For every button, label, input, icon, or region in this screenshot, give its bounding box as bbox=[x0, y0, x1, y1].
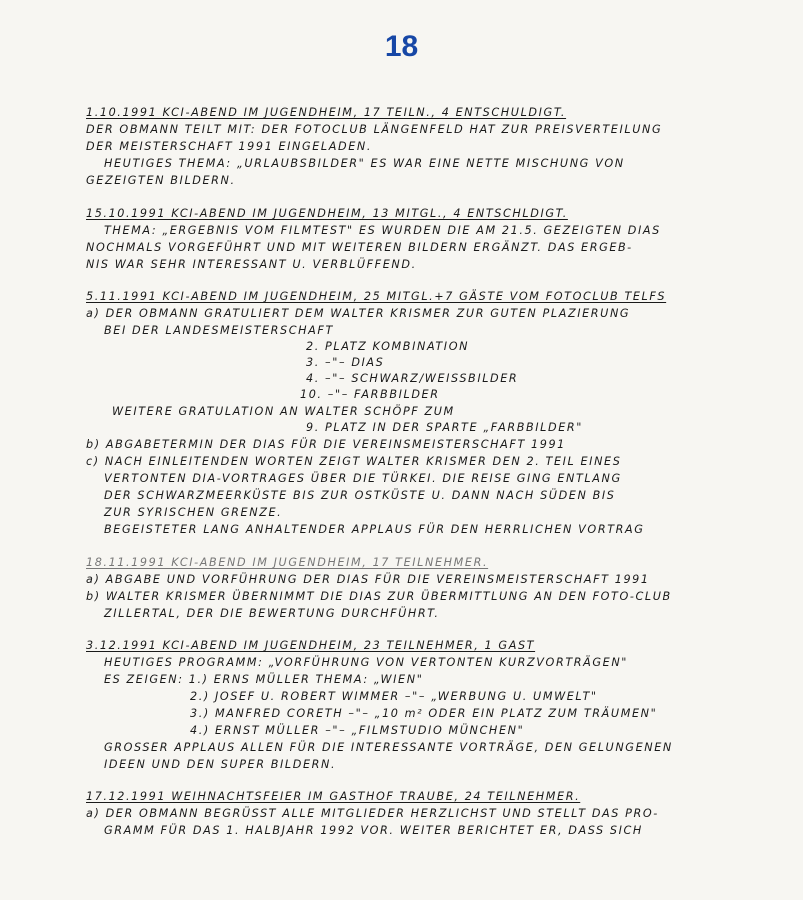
entry-header: 18.11.1991 KCI-ABEND IM JUGENDHEIM, 17 TEILNEHMER. bbox=[86, 556, 489, 569]
entry-line: a) ABGABE UND VORFÜHRUNG DER DIAS FÜR DIE VEREINSMEISTERSCHAFT 1991 bbox=[86, 573, 650, 586]
entry-line: NOCHMALS VORGEFÜHRT UND MIT WEITEREN BILDERN ERGÄNZT. DAS ERGEB- bbox=[86, 241, 633, 254]
entry-line: DER SCHWARZMEERKÜSTE BIS ZUR OSTKÜSTE U. DANN NACH SÜDEN BIS bbox=[104, 489, 616, 502]
entry-line: DER OBMANN TEILT MIT: DER FOTOCLUB LÄNGENFELD HAT ZUR PREISVERTEILUNG bbox=[86, 123, 663, 136]
entry-line: NIS WAR SEHR INTERESSANT U. VERBLÜFFEND. bbox=[86, 258, 417, 271]
entry-line: GROSSER APPLAUS ALLEN FÜR DIE INTERESSANTE VORTRÄGE, DEN GELUNGENEN bbox=[104, 741, 673, 754]
entry-line: WEITERE GRATULATION AN WALTER SCHÖPF ZUM bbox=[112, 405, 455, 418]
entry-line: HEUTIGES PROGRAMM: „VORFÜHRUNG VON VERTONTEN KURZVORTRÄGEN" bbox=[104, 656, 629, 669]
entry-line: 10. –"– FARBBILDER bbox=[300, 388, 440, 401]
entry-line: 4. –"– SCHWARZ/WEISSBILDER bbox=[306, 372, 519, 385]
entry-line: GEZEIGTEN BILDERN. bbox=[86, 174, 236, 187]
entry-line: b) ABGABETERMIN DER DIAS FÜR DIE VEREINSMEISTERSCHAFT 1991 bbox=[86, 438, 566, 451]
entry-header: 1.10.1991 KCI-ABEND IM JUGENDHEIM, 17 TEILN., 4 ENTSCHULDIGT. bbox=[86, 106, 567, 119]
entry-line: 9. PLATZ IN DER SPARTE „FARBBILDER" bbox=[306, 421, 583, 434]
entry-line: ZILLERTAL, DER DIE BEWERTUNG DURCHFÜHRT. bbox=[104, 607, 440, 620]
entry-line: ZUR SYRISCHEN GRENZE. bbox=[104, 506, 283, 519]
entry-line: 3.) MANFRED CORETH –"– „10 m² ODER EIN PLATZ ZUM TRÄUMEN" bbox=[190, 707, 658, 720]
entry-line: DER MEISTERSCHAFT 1991 EINGELADEN. bbox=[86, 140, 373, 153]
entry-line: 2.) JOSEF U. ROBERT WIMMER –"– „WERBUNG U. UMWELT" bbox=[190, 690, 598, 703]
entry-line: IDEEN UND DEN SUPER BILDERN. bbox=[104, 758, 337, 771]
entry-header: 17.12.1991 WEIHNACHTSFEIER IM GASTHOF TRAUBE, 24 TEILNEHMER. bbox=[86, 790, 581, 803]
entry-line: 4.) ERNST MÜLLER –"– „FILMSTUDIO MÜNCHEN" bbox=[190, 724, 525, 737]
entry-line: ES ZEIGEN: 1.) ERNS MÜLLER THEMA: „WIEN" bbox=[104, 673, 424, 686]
entry-line: b) WALTER KRISMER ÜBERNIMMT DIE DIAS ZUR ÜBERMITTLUNG AN DEN FOTO-CLUB bbox=[86, 590, 672, 603]
entry-line: GRAMM FÜR DAS 1. HALBJAHR 1992 VOR. WEITER BERICHTET ER, DASS SICH bbox=[104, 824, 643, 837]
entry-header: 3.12.1991 KCI-ABEND IM JUGENDHEIM, 23 TEILNEHMER, 1 GAST bbox=[86, 639, 536, 652]
entry-line: HEUTIGES THEMA: „URLAUBSBILDER" ES WAR EINE NETTE MISCHUNG VON bbox=[104, 157, 625, 170]
entry-line: 3. –"– DIAS bbox=[306, 356, 385, 369]
entry-line: BEGEISTETER LANG ANHALTENDER APPLAUS FÜR DEN HERRLICHEN VORTRAG bbox=[104, 523, 645, 536]
entry-line: c) NACH EINLEITENDEN WORTEN ZEIGT WALTER KRISMER DEN 2. TEIL EINES bbox=[86, 455, 622, 468]
entry-line: BEI DER LANDESMEISTERSCHAFT bbox=[104, 324, 334, 337]
entry-line: a) DER OBMANN GRATULIERT DEM WALTER KRISMER ZUR GUTEN PLAZIERUNG bbox=[86, 307, 631, 320]
entry-line: THEMA: „ERGEBNIS VOM FILMTEST" ES WURDEN DIE AM 21.5. GEZEIGTEN DIAS bbox=[104, 224, 661, 237]
entry-header: 15.10.1991 KCI-ABEND IM JUGENDHEIM, 13 MITGL., 4 ENTSCHLDIGT. bbox=[86, 207, 568, 220]
entry-line: VERTONTEN DIA-VORTRAGES ÜBER DIE TÜRKEI. DIE REISE GING ENTLANG bbox=[104, 472, 622, 485]
entry-line: a) DER OBMANN BEGRÜSST ALLE MITGLIEDER HERZLICHST UND STELLT DAS PRO- bbox=[86, 807, 659, 820]
entry-line: 2. PLATZ KOMBINATION bbox=[306, 340, 470, 353]
entry-header: 5.11.1991 KCI-ABEND IM JUGENDHEIM, 25 MITGL.+7 GÄSTE VOM FOTOCLUB TELFS bbox=[86, 290, 667, 303]
page-number: 18 bbox=[384, 30, 419, 63]
